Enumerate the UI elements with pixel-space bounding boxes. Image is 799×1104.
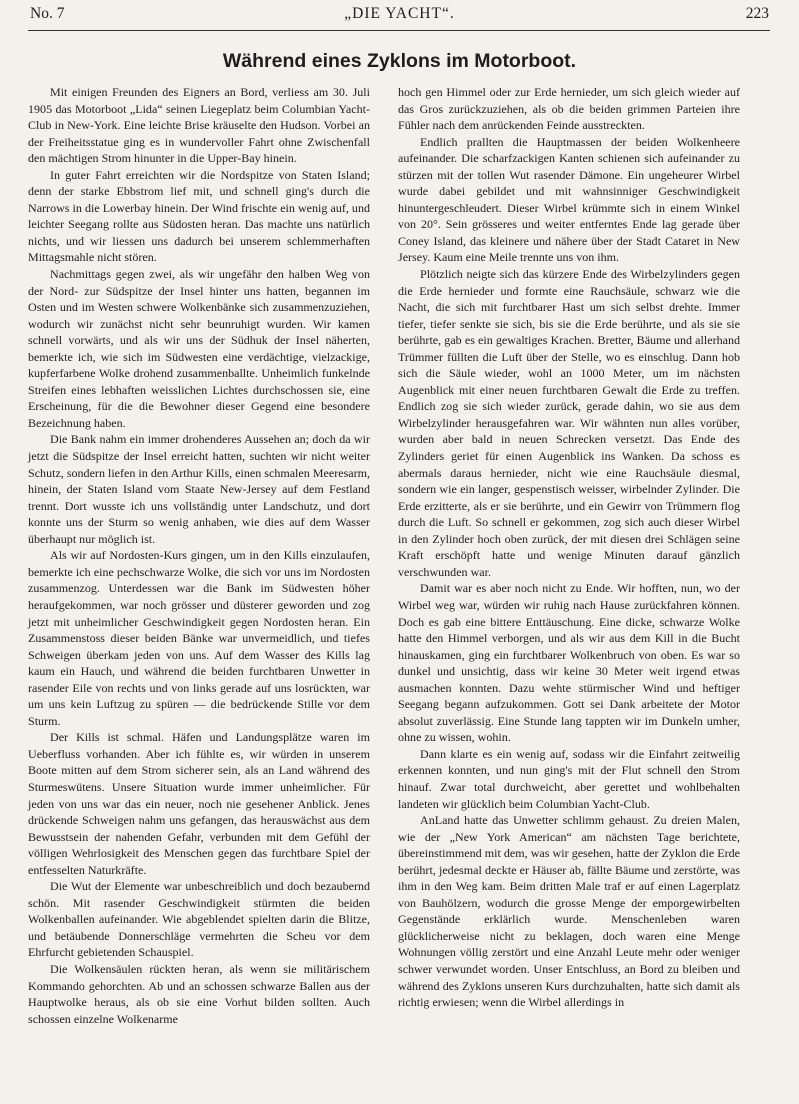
running-header xyxy=(0,5,799,27)
paragraph: Nachmittags gegen zwei, als wir ungefähr den halben Weg von der Nord- zur Südspitze der Insel hinter uns hatten, begannen im Osten und im Westen schwere Wolkenbänke sich zusammenzuziehen, wodurch wir zunächst nicht sehr beunruhigt wurden. Wir kamen schnell vorwärts, und als wir uns der Südhuk der Insel näherten, bemerkte ich, wie sich im Südwesten eine verdächtige, vielzackige, kupferfarbene Wolke drohend zusammenballte. Unheimlich funkelnde Streifen eines lebhaften weisslichen Lichtes durchschossen sie, eine Erscheinung, für die die Bewohner dieser Gegend eine besondere Bezeichnung haben. xyxy=(28,267,370,430)
paragraph: In guter Fahrt erreichten wir die Nordspitze von Staten Island; denn der starke Ebbstrom lief mit, und schnell ging's durch die Narrows in die Lowerbay hinein. Der Wind frischte ein wenig auf, und leichter Seegang rollte aus Südosten heran. Das machte uns natürlich nichts, und wir liessen uns dadurch bei unserem schlemmerhaften Mittagsmahle nicht stören. xyxy=(28,167,370,265)
paragraph: Plötzlich neigte sich das kürzere Ende des Wirbelzylinders gegen die Erde hernieder und formte eine Rauchsäule, schwarz wie die Nacht, die sich mit furchtbarer Hast um sich selbst drehte. Immer tiefer, tiefer senkte sie sich, bis sie die Erde berührte, und als sie sie berührte, gab es ein gewaltiges Krachen. Bretter, Bäume und allerhand Trümmer füllten die Luft über der Stelle, wo es einschlug. Dann hob sich die Säule wieder, wohl an 1000 Meter, um im nächsten Augenblick mit einer neuen furchtbaren Gewalt die Erde zu treffen. Endlich zog sie sich wieder zurück, gerade dahin, wo sie aus dem Wirbelzylinder herausgefahren war. Wir wähnten nun alles vorüber, wurden aber bald in neuen Schrecken versetzt. Das Ende des Zylinders geriet für einen Augenblick ins Wanken. Da schoss es abermals daraus hernieder, nicht wie eine Rauchsäule diesmal, sondern wie ein langer, gespenstisch weisser, wirbelnder Zylinder. Die Erde erzitterte, als er sie berührte, und ein Gewirr von Trümmern flog durch die Luft. So schnell er gekommen, zog sich auch dieser Wirbel in den Zylinder hoch oben zurück, der mit diesen drei Schlägen seine Kraft erschöpft hatte und wenige Minuten darauf gänzlich verschwunden war. xyxy=(398,267,740,579)
paragraph: Endlich prallten die Hauptmassen der beiden Wolkenheere aufeinander. Die scharfzackigen Kanten schienen sich aufeinander zu stürzen mit der tollen Wut rasender Dämone. Ein ungeheurer Wirbel wurde dabei gebildet und mit wahnsinniger Geschwindigkeit hinuntergeschleudert. Dieser Wirbel krümmte sich in einem Winkel von 20°. Sein grösseres und weiter entferntes Ende lag gerade über Coney Island, das kleinere und nähere über der Stadt Cataret in New Jersey. Kaum eine Meile trennte uns von ihm. xyxy=(398,134,740,265)
paragraph: Die Wolkensäulen rückten heran, als wenn sie militärischem Kommando gehorchten. Ab und an schossen schwarze Ballen aus der Hauptwolke heraus, als ob sie eine Vorhut bilden sollten. Auch schossen einzelne Wolkenarme xyxy=(28,961,370,1026)
article-title: Während eines Zyklons im Motorboot. xyxy=(222,50,577,72)
paragraph: Damit war es aber noch nicht zu Ende. Wir hofften, nun, wo der Wirbel weg war, würden wir ruhig nach Hause zurückfahren können. Doch es gab eine bittere Enttäuschung. Eine dicke, schwarze Wolke hatte den Himmel verborgen, und als wir aus dem Kill in die Bucht hinauskamen, ging ein furchtbarer Wolkenbruch von oben. Es war so dunkel und unsichtig, dass wir keine 30 Meter weit irgend etwas ausmachen konnten. Dazu wehte stürmischer Wind und heftiger Seegang begann aufzukommen. Gott sei Dank arbeitete der Motor absolut zuverlässig. Eine Stunde lang tappten wir im Dunkeln umher, ohne zu wissen, wohin. xyxy=(398,581,740,745)
paragraph: Dann klarte es ein wenig auf, sodass wir die Einfahrt zeitweilig erkennen konnten, und nun ging's mit der Flut schnell den Strom hinauf. Zwar total durchweicht, aber gerettet und wohlbehalten landeten wir glücklich beim Columbian Yacht-Club. xyxy=(398,746,740,811)
issue-number: No. 7 xyxy=(30,5,65,22)
header-rule xyxy=(28,30,770,31)
paragraph: Die Wut der Elemente war unbeschreiblich und doch bezaubernd schön. Mit rasender Geschwindigkeit stürmten die beiden Wolkenballen aufeinander. Wie abgeblendet spielten darin die Blitze, und betäubende Donnerschläge vermehrten die Scheu vor dem Ehrfurcht gebietenden Schauspiel. xyxy=(28,879,370,960)
paragraph: Als wir auf Nordosten-Kurs gingen, um in den Kills einzulaufen, bemerkte ich eine pechschwarze Wolke, die sich vor uns im Nordosten zusammenzog. Unterdessen war die Bank im Südwesten höher heraufgekommen, war noch grösser und düsterer geworden und zog jetzt mit unheimlicher Geschwindigkeit gegen Nordosten heran. Ein Zusammenstoss dieser beiden Bänke war unvermeidlich, und tiefes Schweigen überkam jeden von uns. Auf dem Wasser des Kills lag kaum ein Hauch, und während die beiden furchtbaren Unwetter in rasender Eile von rechts und von links gerade auf uns losrückten, war um uns kein Luftzug zu spüren — die bedrückende Stille vor dem Sturm. xyxy=(28,548,370,728)
left-column xyxy=(28,84,370,1027)
paragraph: Mit einigen Freunden des Eigners an Bord, verliess am 30. Juli 1905 das Motorboot „Lida“ seinen Liegeplatz beim Columbian Yacht-Club in New-York. Eine leichte Brise kräuselte den Hudson. Vorbei an der Freiheitsstatue ging es in wundervoller Fahrt ohne Zwischenfall den mächtigen Strom hinunter in die Upper-Bay hinein. xyxy=(28,85,370,166)
paragraph: AnLand hatte das Unwetter schlimm gehaust. Zu dreien Malen, wie der „New York American“ am nächsten Tage berichtete, übereinstimmend mit dem, was wir gesehen, hatte der Zyklon die Erde berührt, jedesmal deckte er Häuser ab, fällte Bäume und zerstörte, was ihm in den Weg kam. Beim dritten Male traf er auf einen Lagerplatz von Bauhölzern, wodurch die grosse Menge der emporgewirbelten Gegenstände erklärlich wurde. Menschenleben waren glücklicherweise nicht zu beklagen, doch waren eine Menge Wohnungen völlig zerstört und eine Anzahl Leute mehr oder weniger schwer verwundet worden. Unser Entschluss, an Bord zu bleiben und während des Zyklons unseren Kurs durchzuhalten, hatte sich damit als richtig erwiesen; wenn die Wirbel allerdings in xyxy=(398,813,740,1010)
paragraph: Der Kills ist schmal. Häfen und Landungsplätze waren im Ueberfluss vorhanden. Aber ich fühlte es, wir würden in unserem Boote mitten auf dem Strom sicherer sein, als an Land während des Sturmeswütens. Unsere Situation wurde immer unheimlicher. Für jeden von uns war das ein neuer, noch nie gesehener Anblick. Jenes drückende Schweigen nahm uns gefangen, das herauswächst aus dem Bewusstsein der nahenden Gefahr, verbunden mit dem Gefühl der völligen Wehrlosigkeit des Menschen gegen das furchtbare Spiel der entfesselten Naturkräfte. xyxy=(28,730,370,877)
page-number: 223 xyxy=(745,5,769,22)
right-column xyxy=(398,84,740,1011)
journal-name: „DIE YACHT“. xyxy=(344,5,455,22)
paragraph: Die Bank nahm ein immer drohenderes Aussehen an; doch da wir jetzt die Südspitze der Insel erreicht hatten, suchten wir nicht weiter Schutz, sondern liefen in den Arthur Kills, einen schmalen Meeresarm, hinein, der Staten Island vom Staate New-Jersey auf dem Festland trennt. Dort wusste ich uns vollständig unter Landschutz, und dort konnte uns der Sturm so wenig anhaben, wie dies auf dem Wasser überhaupt nur möglich ist. xyxy=(28,432,370,546)
paragraph: hoch gen Himmel oder zur Erde hernieder, um sich gleich wieder auf das Gros zurückzuziehen, als ob die beiden grimmen Parteien ihre Fühler nach dem anrückenden Feinde ausstreckten. xyxy=(398,85,740,133)
